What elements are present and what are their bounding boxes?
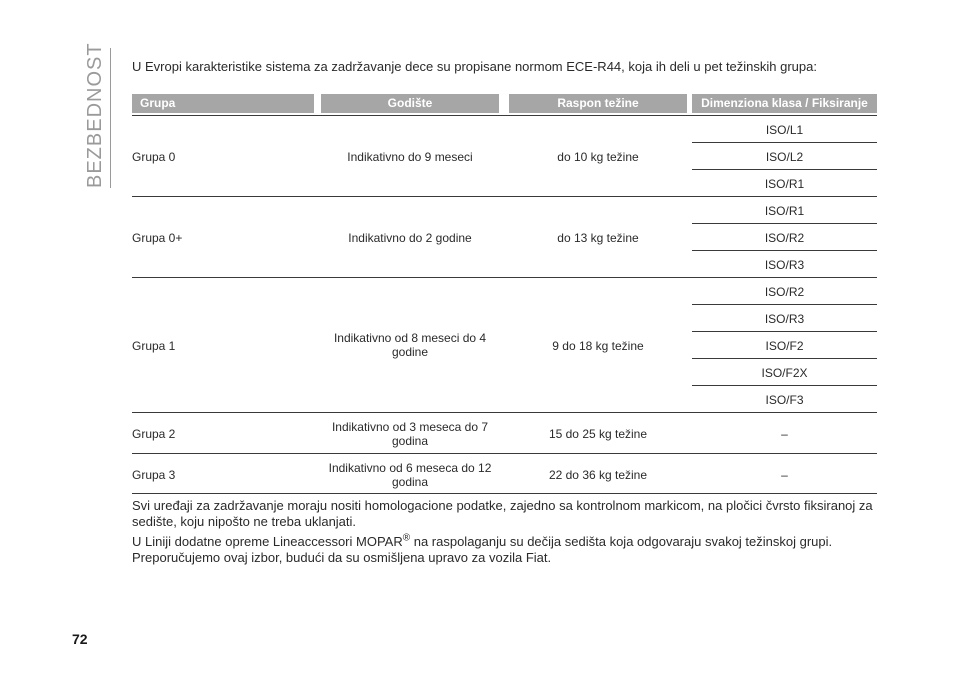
weight-cell: do 13 kg težine <box>557 231 639 245</box>
group-cell: Grupa 1 <box>132 339 176 353</box>
table-bottom-rule <box>132 493 877 494</box>
sub-rule <box>692 331 877 332</box>
section-label <box>84 42 106 188</box>
header-age: Godište <box>321 94 499 113</box>
section-label-text: BEZBEDNOST <box>84 42 106 188</box>
iso-cell: ISO/R1 <box>764 204 805 218</box>
weight-cell: 15 do 25 kg težine <box>548 427 648 441</box>
sub-rule <box>692 250 877 251</box>
header-weight-range: Raspon težine <box>509 94 687 113</box>
table-rule <box>132 115 877 116</box>
iso-cell: ISO/L2 <box>765 150 804 164</box>
age-cell: Indikativno od 3 meseca do 7 godina <box>331 420 489 448</box>
iso-cell: – <box>781 427 788 441</box>
iso-cell: ISO/F3 <box>765 393 804 407</box>
sub-rule <box>692 358 877 359</box>
sub-rule <box>692 223 877 224</box>
page-number: 72 <box>72 631 88 647</box>
iso-cell: ISO/R2 <box>764 231 805 245</box>
intro-text: U Evropi karakteristike sistema za zadržavanje dece su propisane normom ECE-R44, koja ih deli u pet težinskih grupa: <box>132 59 817 74</box>
row-divider <box>132 453 877 454</box>
header-dimension-class: Dimenziona klasa / Fiksiranje <box>692 94 877 113</box>
age-cell: Indikativno do 2 godine <box>348 231 472 245</box>
group-cell: Grupa 0+ <box>132 231 183 245</box>
age-cell: Indikativno do 9 meseci <box>347 150 473 164</box>
sub-rule <box>692 385 877 386</box>
mopar-note-start: U Liniji dodatne opreme Lineaccessori MOPAR <box>132 534 403 549</box>
group-cell: Grupa 2 <box>132 427 176 441</box>
homologation-note: Svi uređaji za zadržavanje moraju nositi homologacione podatke, zajedno sa kontrolnom markicom, na pločici čvrsto fiksiranoj za sedište, koju nipošto ne treba uklanjati. <box>132 498 873 529</box>
weight-cell: 9 do 18 kg težine <box>552 339 644 353</box>
iso-cell: ISO/R3 <box>764 258 805 272</box>
iso-cell: ISO/R3 <box>764 312 805 326</box>
group-cell: Grupa 3 <box>132 468 176 482</box>
mopar-note-end: na raspolaganju su dečija sedišta koja odgovaraju svakoj težinskoj grupi. Preporučujemo ovaj izbor, budući da su osmišljena upravo za vozila Fiat. <box>132 534 833 565</box>
iso-cell: ISO/R1 <box>764 177 805 191</box>
iso-cell: ISO/R2 <box>764 285 805 299</box>
header-group: Grupa <box>132 94 314 113</box>
iso-cell: – <box>781 468 788 482</box>
age-cell: Indikativno od 6 meseca do 12 godina <box>328 461 492 489</box>
row-divider <box>132 277 877 278</box>
iso-cell: ISO/F2 <box>765 339 804 353</box>
mopar-note <box>132 534 892 566</box>
closing-text <box>132 498 892 570</box>
sub-rule <box>692 169 877 170</box>
weight-cell: do 10 kg težine <box>557 150 639 164</box>
registered-mark: ® <box>402 532 411 544</box>
row-divider <box>132 412 877 413</box>
section-divider <box>110 48 111 188</box>
age-cell: Indikativno od 8 meseci do 4 godine <box>333 331 487 359</box>
sub-rule <box>692 304 877 305</box>
row-divider <box>132 196 877 197</box>
iso-cell: ISO/L1 <box>765 123 804 137</box>
group-cell: Grupa 0 <box>132 150 176 164</box>
iso-cell: ISO/F2X <box>761 366 808 380</box>
weight-cell: 22 do 36 kg težine <box>548 468 648 482</box>
sub-rule <box>692 142 877 143</box>
